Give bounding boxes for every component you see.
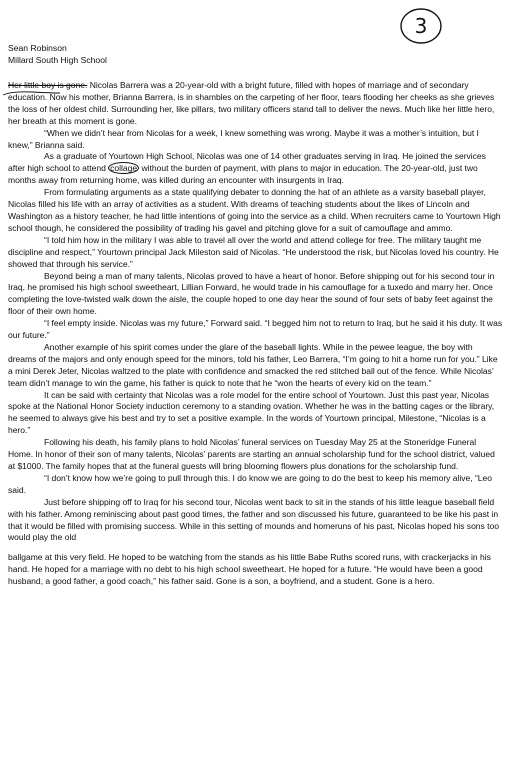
paragraph: Her little boy is gone. Nicolas Barrera was a 20-year-old with a bright future, filled with hopes of marriage and of secondary education. Now his mother, Brianna Barrera, is in shambles on the carpeting of her floor, tears flooding her cheeks as she grieves the loss of her oldest child. Surrounding her, like pillars, two military officers stand tall to deliver the news. Much like her little hero, her breath at this moment is gone. bbox=[8, 80, 495, 126]
author-header bbox=[8, 42, 107, 66]
school-name: Millard South High School bbox=[8, 55, 107, 65]
paragraph: “I told him how in the military I was able to travel all over the world and attend college for free. The military taught me discipline and respect,” Yourtown principal Jack Mileston said of Nicolas. “He understood the risk, but Nicolas loved his country. He showed that through his service.” bbox=[8, 234, 499, 269]
paragraph-continued: ballgame at this very field. He hoped to be watching from the stands as his little Babe Ruths scored runs, with crackerjacks in his hand. He hoped for a marriage with no debt to his high school sweetheart. He hoped for a future. “He would have been a good husband, a good father, a good coach,” his father said. Gone is a son, a boyfriend, and a student. Gone is a hero. bbox=[8, 552, 491, 587]
paragraph: As a graduate of Yourtown High School, Nicolas was one of 14 other graduates serving in Iraq. He joined the services after high school to attend collage without the burden of payment, with plans to major in education. The 20-year-old, just two months away from returning home, was killed during an encounter with insurgents in Iraq. bbox=[8, 151, 486, 186]
page-number-circle bbox=[398, 6, 444, 46]
paragraph: Another example of his spirit comes under the glare of the baseball lights. While in the pewee league, the boy with dreams of the majors and only enough speed for the minors, told his father, Leo Barrera, “I’m going to hit a home run for you.” Like a mini Derek Jeter, Nicolas waltzed to the plate with confidence and smacked the red stitched ball out of the fence. While Nicolas’ team didn’t manage to win the game, his father is quick to note that he “won the hearts of every kid on the team.” bbox=[8, 341, 498, 388]
paragraph: Beyond being a man of many talents, Nicolas proved to have a heart of honor. Before shipping out for his second tour in Iraq, he promised his high school sweetheart, Lillian Forward, he would trade in his camouflage for a tuxedo and marry her. Once completing the love-twisted walk down the aisle, the couple hoped to one day hear the sound of four sets of baby feet against the floor of their own home. bbox=[8, 270, 495, 317]
paragraph: From formulating arguments as a state qualifying debater to donning the hat of an athlete as a varsity baseball player, Nicolas filled his life with an array of activities as a student. With dreams of teaching students about the likes of Lincoln and Washington as a history teacher, he had little intentions of going into the service as a child. When recruiters came to Yourtown High school though, he considered the possibility of trading his gavel and pitching glove for a suit of camouflage and ammo. bbox=[8, 187, 501, 233]
paragraph: “I feel empty inside. Nicolas was my future,” Forward said. “I begged him not to return to Iraq, but he said it his duty. It was our future.” bbox=[8, 318, 503, 341]
paragraph: It can be said with certainty that Nicolas was a role model for the entire school of Yourtown. Just this past year, Nicolas spoke at the National Honor Society induction ceremony to a standing ovation. Whether he was in the batting cages or the library, he seemed to always give his best and try to set a positive example. In the words of Yourtown principal, Milestone, “Nicolas is a hero.” bbox=[8, 389, 495, 436]
struck-lead: Her little boy is gone. bbox=[8, 80, 88, 90]
article-body bbox=[8, 80, 503, 588]
page-number: 3 bbox=[414, 14, 428, 38]
circled-word-correction: collage bbox=[110, 163, 138, 174]
paragraph: “I don’t know how we’re going to pull through this. I do know we are going to do the best to keep his memory alive, “Leo said. bbox=[8, 472, 492, 495]
author-name: Sean Robinson bbox=[8, 43, 67, 53]
paragraph: Following his death, his family plans to hold Nicolas’ funeral services on Tuesday May 25 at the Stoneridge Funeral Home. In honor of their son of many talents, Nicolas’ parents are starting an annual scholarship fund for the school district, valued at $1000. The family hopes that at the funeral guests will bring blooming flowers plus donations for the scholarship fund. bbox=[8, 437, 495, 471]
paragraph: “When we didn’t hear from Nicolas for a week, I knew something was wrong. Maybe it was a mother’s intuition, but I knew,” Brianna said. bbox=[8, 127, 479, 150]
paragraph: Just before shipping off to Iraq for his second tour, Nicolas went back to sit in the stands of his little league baseball field with his father. Among reminiscing about past good times, the father and son discussed his future, guaranteed to be like his past in that it would be filled with promising success. While in this setting of mounds and homeruns of his past, Nicolas hoped his sons too would play the old bbox=[8, 496, 499, 543]
